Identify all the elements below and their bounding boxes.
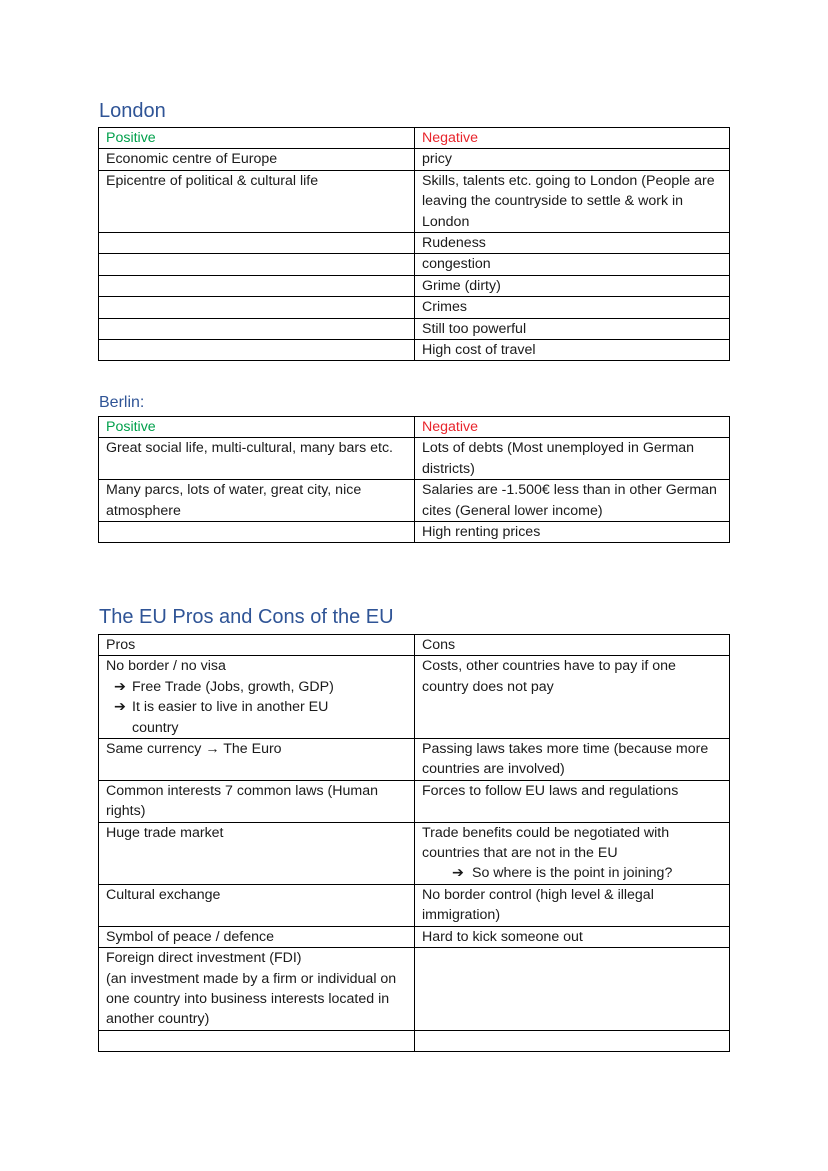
positive-cell [99,297,415,318]
pro-cell [99,1030,415,1051]
table-row [99,170,730,232]
cons-header: Cons [415,635,730,656]
london-heading: London [99,100,166,122]
table-row [99,780,730,822]
positive-cell [99,340,415,361]
con-cell [415,948,730,1031]
sub-point-text: It is easier to live in another EU [132,699,329,716]
table-row [99,438,730,480]
negative-cell: High cost of travel [415,340,730,361]
negative-cell: Rudeness [415,233,730,254]
sub-point [422,863,722,883]
arrow-icon: ➔ [114,678,126,695]
table-row [99,254,730,275]
eu-table [98,634,730,1052]
table-header-row [99,635,730,656]
table-row [99,340,730,361]
negative-cell: congestion [415,254,730,275]
con-cell: Hard to kick someone out [415,926,730,947]
table-row [99,480,730,522]
table-row [99,522,730,543]
negative-cell: pricy [415,149,730,170]
table-row [99,656,730,739]
negative-header: Negative [415,128,730,149]
con-text: Trade benefits could be negotiated with countries that are not in the EU [422,824,670,862]
table-row [99,948,730,1031]
table-header-row [99,417,730,438]
negative-cell: Still too powerful [415,318,730,339]
con-cell [415,1030,730,1051]
pro-cell: Same currency → The Euro [99,739,415,781]
positive-cell: Great social life, multi-cultural, many bars etc. [99,438,415,480]
con-cell: Costs, other countries have to pay if one country does not pay [415,656,730,739]
table-row [99,739,730,781]
table-row [99,275,730,296]
arrow-icon: ➔ [452,865,464,882]
table-header-row [99,128,730,149]
positive-header: Positive [99,128,415,149]
pros-header: Pros [99,635,415,656]
con-cell: No border control (high level & illegal immigration) [415,884,730,926]
positive-cell [99,522,415,543]
london-table [98,127,730,361]
table-row [99,318,730,339]
fdi-description: (an investment made by a firm or individual on one country into business interests located in another country) [106,970,397,1028]
sub-point-text: Free Trade (Jobs, growth, GDP) [132,678,334,695]
pro-cell: Huge trade market [99,822,415,884]
table-row [99,233,730,254]
sub-point-continuation: country [132,719,179,736]
sub-point [106,697,407,717]
negative-cell: Skills, talents etc. going to London (People are leaving the countryside to settle & work in London [415,170,730,232]
negative-cell: Grime (dirty) [415,275,730,296]
negative-cell: Salaries are -1.500€ less than in other German cites (General lower income) [415,480,730,522]
con-cell [415,822,730,884]
table-row [99,149,730,170]
table-row [99,926,730,947]
positive-cell [99,233,415,254]
negative-cell: Lots of debts (Most unemployed in German districts) [415,438,730,480]
negative-cell: Crimes [415,297,730,318]
pro-cell [99,656,415,739]
eu-heading: The EU Pros and Cons of the EU [99,606,394,628]
positive-header: Positive [99,417,415,438]
fdi-title: Foreign direct investment (FDI) [106,950,302,967]
positive-cell [99,275,415,296]
pro-cell [99,948,415,1031]
table-row [99,297,730,318]
positive-cell [99,254,415,275]
pro-text: No border / no visa [106,658,226,675]
positive-cell [99,318,415,339]
pro-cell: Common interests 7 common laws (Human rights) [99,780,415,822]
table-row [99,884,730,926]
arrow-icon: ➔ [114,699,126,716]
con-cell: Forces to follow EU laws and regulations [415,780,730,822]
pro-cell: Cultural exchange [99,884,415,926]
berlin-table [98,416,730,543]
sub-point-text: So where is the point in joining? [472,865,673,882]
table-row [99,822,730,884]
con-cell: Passing laws takes more time (because more countries are involved) [415,739,730,781]
sub-point [106,677,407,697]
pro-cell: Symbol of peace / defence [99,926,415,947]
positive-cell: Many parcs, lots of water, great city, nice atmosphere [99,480,415,522]
positive-cell: Epicentre of political & cultural life [99,170,415,232]
positive-cell: Economic centre of Europe [99,149,415,170]
berlin-heading: Berlin: [99,394,145,411]
negative-cell: High renting prices [415,522,730,543]
negative-header: Negative [415,417,730,438]
table-row [99,1030,730,1051]
